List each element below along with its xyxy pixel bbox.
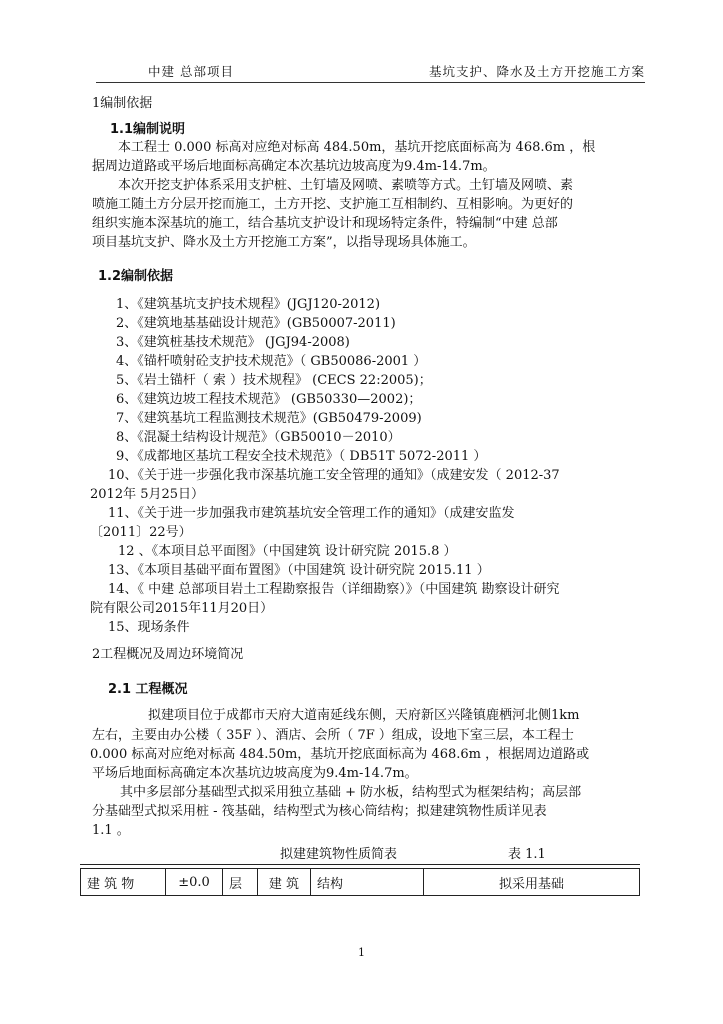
para-3-line-4: 平场后地面标高确定本次基坑边坡高度为9.4m-14.7m。 (92, 766, 418, 781)
para-4-line-1: 其中多层部分基础型式拟采用独立基础 + 防水板，结构型式为框架结构；高层部 (120, 785, 582, 800)
para-3-line-2: 左右，主要由办公楼（ 35F ）、酒店、会所（ 7F ）组成，设地下室三层，本工程士 (92, 728, 574, 743)
building-properties-table (80, 868, 640, 896)
table-top-rule (80, 864, 640, 865)
ref-item: 2、《建筑地基基础设计规范》(GB50007-2011) (116, 316, 396, 331)
para-2-line-2: 喷施工随土方分层开挖而施工，土方开挖、支护施工互相制约、互相影响。为更好的 (92, 197, 574, 212)
ref-item: 1、《建筑基坑支护技术规程》(JGJ120-2012) (116, 297, 381, 312)
ref-item: 4、《锚杆喷射砼支护技术规范》（ GB50086-2001 ） (116, 354, 427, 369)
ref-item: 6、《建筑边坡工程技术规范》 (GB50330—2002)； (116, 392, 422, 407)
ref-item: 13、《本项目基础平面布置图》（中国建筑 设计研究院 2015.11 ） (108, 563, 490, 578)
table-header-cell: 层 (223, 869, 258, 896)
table-header-row (81, 869, 640, 896)
section-1-2-title: 1.2编制依据 (98, 269, 174, 284)
para-2-line-1: 本次开挖支护体系采用支护桩、土钉墙及网喷、素喷等方式。土钉墙及网喷、素 (118, 178, 574, 193)
ref-item-cont: 院有限公司2015年11月20日） (90, 601, 274, 616)
table-header-cell: ±0.0 (166, 869, 223, 896)
table-header-cell: 拟采用基础 (424, 869, 640, 896)
table-header-cell: 结构 (311, 869, 424, 896)
table-header-cell: 建 筑 物 (81, 869, 166, 896)
header-left: 中建 总部项目 (148, 64, 234, 79)
section-1-1-title: 1.1编制说明 (110, 122, 186, 137)
ref-item: 11、《关于进一步加强我市建筑基坑安全管理工作的通知》（成建安监发 (108, 506, 515, 521)
ref-item: 14、《 中建 总部项目岩土工程勘察报告（详细勘察）》（中国建筑 勘察设计研究 (108, 582, 560, 597)
page-number: 1 (358, 946, 365, 959)
para-1-line-2: 据周边道路或平场后地面标高确定本次基坑边坡高度为9.4m-14.7m。 (92, 159, 496, 174)
ref-item: 12 、《本项目总平面图》（中国建筑 设计研究院 2015.8 ） (118, 544, 457, 559)
para-3-line-3: 0.000 标高对应绝对标高 484.50m，基坑开挖底面标高为 468.6m ，根据周边道路或 (90, 747, 590, 762)
page-header (96, 62, 645, 83)
ref-item: 8、《混凝土结构设计规范》（GB50010－2010） (116, 430, 401, 445)
table-number: 表 1.1 (508, 847, 546, 862)
ref-item: 10、《关于进一步强化我市深基坑施工安全管理的通知》（成建安发（ 2012-37 (108, 468, 560, 483)
ref-item: 5、《岩土锚杆（ 索 ）技术规程》 (CECS 22:2005)； (116, 373, 432, 388)
para-2-line-4: 项目基坑支护、降水及土方开挖施工方案”，以指导现场具体施工。 (92, 235, 476, 250)
ref-item-cont: 〔2011〕22号） (90, 525, 192, 540)
section-2-1-title: 2.1 工程概况 (108, 682, 188, 697)
para-4-line-2: 分基础型式拟采用桩 - 筏基础，结构型式为核心筒结构；拟建建筑物性质详见表 (92, 804, 547, 819)
ref-item: 9、《成都地区基坑工程安全技术规范》（ DB51T 5072-2011 ） (116, 449, 487, 464)
para-3-line-1: 拟建项目位于成都市天府大道南延线东侧，天府新区兴隆镇鹿栖河北侧1km (148, 708, 580, 723)
header-right: 基坑支护、降水及土方开挖施工方案 (428, 64, 645, 79)
ref-item: 15、现场条件 (108, 620, 190, 635)
para-1-line-1: 本工程士 0.000 标高对应绝对标高 484.50m，基坑开挖底面标高为 468.6m ，根 (118, 140, 596, 155)
para-4-line-3: 1.1 。 (92, 823, 130, 838)
table-caption: 拟建建筑物性质简表 (280, 847, 398, 862)
para-2-line-3: 组织实施本深基坑的施工，结合基坑支护设计和现场特定条件，特编制“中建 总部 (92, 216, 558, 231)
section-2-title: 2工程概况及周边环境简况 (92, 647, 244, 662)
ref-item: 3、《建筑桩基技术规范》 (JGJ94-2008) (116, 335, 350, 350)
ref-item: 7、《建筑基坑工程监测技术规范》(GB50479-2009) (116, 411, 422, 426)
section-1-title: 1编制依据 (92, 96, 153, 111)
ref-item-cont: 2012年 5月25日） (90, 487, 205, 502)
table-header-cell: 建 筑 (258, 869, 311, 896)
